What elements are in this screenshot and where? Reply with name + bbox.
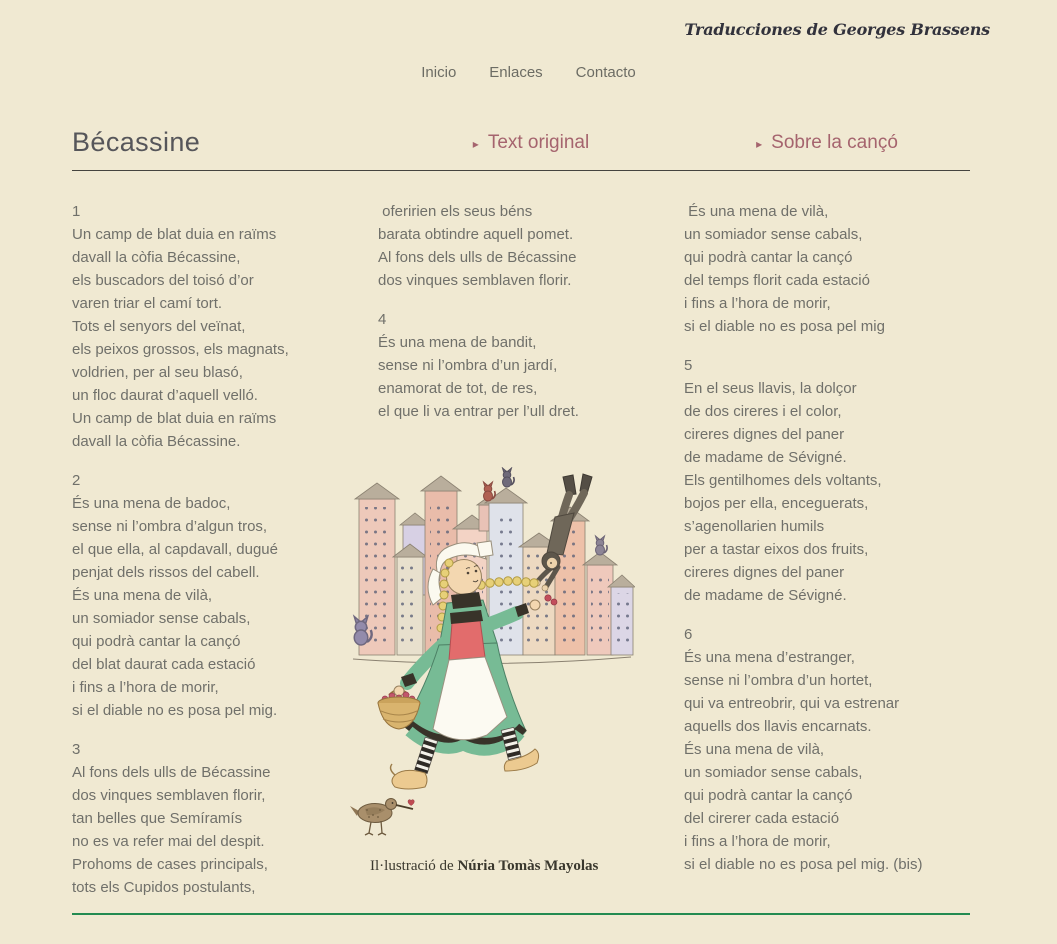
lyric-line: Els gentilhomes dels voltants, <box>684 472 882 489</box>
lyrics-column-2-text <box>378 200 630 423</box>
lyric-line: Un camp de blat duia en raïms <box>72 410 277 427</box>
lyrics-columns <box>72 200 970 915</box>
lyric-line: els buscadors del toisó d’or <box>72 272 254 289</box>
caption-artist: Núria Tomàs Mayolas <box>457 858 599 874</box>
verse <box>72 738 324 899</box>
caption-prefix: Il·lustració de <box>370 858 458 874</box>
site-title[interactable]: Traducciones de Georges Brassens <box>684 20 990 39</box>
toggle-text-original[interactable] <box>473 132 589 154</box>
lyric-line: un floc daurat d’aquell velló. <box>72 387 258 404</box>
lyric-line: Al fons dels ulls de Bécassine <box>378 249 577 266</box>
lyric-line: En el seus llavis, la dolçor <box>684 380 857 397</box>
verse <box>684 354 936 607</box>
lyric-line: cireres dignes del paner <box>684 426 845 443</box>
lyric-line: el que li va entrar per l’ull dret. <box>378 403 579 420</box>
verse-number: 1 <box>72 203 81 220</box>
nav-item-enlaces[interactable]: Enlaces <box>489 64 543 81</box>
verse-number: 5 <box>684 357 693 374</box>
lyric-line: i fins a l’hora de morir, <box>684 295 831 312</box>
lyric-line: de madame de Sévigné. <box>684 587 847 604</box>
lyric-line: sense ni l’ombra d’un hortet, <box>684 672 873 689</box>
lyric-line: bojos per ella, enceguerats, <box>684 495 869 512</box>
toggle-text-original-label: Text original <box>487 131 590 153</box>
lyric-line: aquells dos llavis encarnats. <box>684 718 872 735</box>
lyric-line: voldrien, per al seu blasó, <box>72 364 243 381</box>
lyric-line: del temps florit cada estació <box>684 272 870 289</box>
verse <box>378 308 630 423</box>
lyric-line: Tots el senyors del veïnat, <box>72 318 246 335</box>
lyric-line: oferirien els seus béns <box>378 203 533 220</box>
toggle-sobre-la-canco[interactable] <box>756 132 898 154</box>
lyric-line: s’agenollarien humils <box>684 518 825 535</box>
lyric-line: barata obtindre aquell pomet. <box>378 226 574 243</box>
lyric-line: tan belles que Semíramís <box>72 810 243 827</box>
triangle-right-icon: ▸ <box>756 136 763 151</box>
lyric-line: tots els Cupidos postulants, <box>72 879 256 896</box>
lyric-line: qui podrà cantar la cançó <box>684 249 853 266</box>
lyric-line: el que ella, al capdavall, dugué <box>72 541 278 558</box>
illustration <box>345 467 635 875</box>
lyric-line: dos vinques semblaven florir. <box>378 272 572 289</box>
lyric-line: per a tastar eixos dos fruits, <box>684 541 869 558</box>
lyric-line: els peixos grossos, els magnats, <box>72 341 289 358</box>
lyric-line: qui va entreobrir, qui va estrenar <box>684 695 900 712</box>
lyric-line: un somiador sense cabals, <box>72 610 251 627</box>
lyric-line: És una mena de vilà, <box>72 587 213 604</box>
verse <box>684 200 936 338</box>
lyric-line: de madame de Sévigné. <box>684 449 847 466</box>
lyric-line: un somiador sense cabals, <box>684 226 863 243</box>
illustration-image <box>345 467 635 847</box>
lyric-line: qui podrà cantar la cançó <box>684 787 853 804</box>
verse-number: 2 <box>72 472 81 489</box>
footer-divider <box>72 913 970 915</box>
page-title: Bécassine <box>72 127 201 157</box>
lyric-line: un somiador sense cabals, <box>684 764 863 781</box>
illustration-caption <box>370 858 635 875</box>
lyric-line: si el diable no es posa pel mig <box>684 318 885 335</box>
verse <box>684 623 936 876</box>
lyric-line: És una mena de vilà, <box>684 203 829 220</box>
triangle-right-icon: ▸ <box>472 136 479 151</box>
verse-number: 3 <box>72 741 81 758</box>
lyric-line: Un camp de blat duia en raïms <box>72 226 277 243</box>
lyric-line: dos vinques semblaven florir, <box>72 787 266 804</box>
lyric-line: varen triar el camí tort. <box>72 295 223 312</box>
title-row <box>72 127 970 171</box>
lyric-line: cireres dignes del paner <box>684 564 845 581</box>
snipe-bird <box>350 799 414 836</box>
lyric-line: enamorat de tot, de res, <box>378 380 538 397</box>
lyric-line: del cirerer cada estació <box>684 810 840 827</box>
lyric-line: És una mena d’estranger, <box>684 649 855 666</box>
verse-number: 4 <box>378 311 387 328</box>
nav-item-contacto[interactable]: Contacto <box>575 64 636 81</box>
lyric-line: qui podrà cantar la cançó <box>72 633 241 650</box>
lyric-line: És una mena de badoc, <box>72 495 231 512</box>
song-page <box>72 0 970 915</box>
lyric-line: davall la còfia Bécassine, <box>72 249 241 266</box>
lyric-line: sense ni l’ombra d’un jardí, <box>378 357 558 374</box>
lyric-line: si el diable no es posa pel mig. <box>72 702 278 719</box>
lyrics-column-3 <box>684 200 936 892</box>
lyric-line: del blat daurat cada estació <box>72 656 256 673</box>
lyric-line: penjat dels rissos del cabell. <box>72 564 260 581</box>
verse <box>72 469 324 722</box>
lyrics-column-1 <box>72 200 324 915</box>
lyric-line: de dos cireres i el color, <box>684 403 842 420</box>
lyric-line: És una mena de vilà, <box>684 741 825 758</box>
lyric-line: davall la còfia Bécassine. <box>72 433 241 450</box>
lyric-line: Al fons dels ulls de Bécassine <box>72 764 271 781</box>
lyrics-column-2 <box>370 200 630 875</box>
lyric-line: i fins a l’hora de morir, <box>72 679 219 696</box>
toggle-sobre-la-canco-label: Sobre la cançó <box>771 131 898 153</box>
lyric-line: no es va refer mai del despit. <box>72 833 265 850</box>
verse <box>72 200 324 453</box>
verse <box>378 200 630 292</box>
lyric-line: i fins a l’hora de morir, <box>684 833 831 850</box>
verse-number: 6 <box>684 626 693 643</box>
lyric-line: si el diable no es posa pel mig. (bis) <box>684 856 923 873</box>
lyric-line: És una mena de bandit, <box>378 334 537 351</box>
nav-item-inicio[interactable]: Inicio <box>421 64 457 81</box>
lyric-line: sense ni l’ombra d’algun tros, <box>72 518 268 535</box>
lyric-line: Prohoms de cases principals, <box>72 856 268 873</box>
